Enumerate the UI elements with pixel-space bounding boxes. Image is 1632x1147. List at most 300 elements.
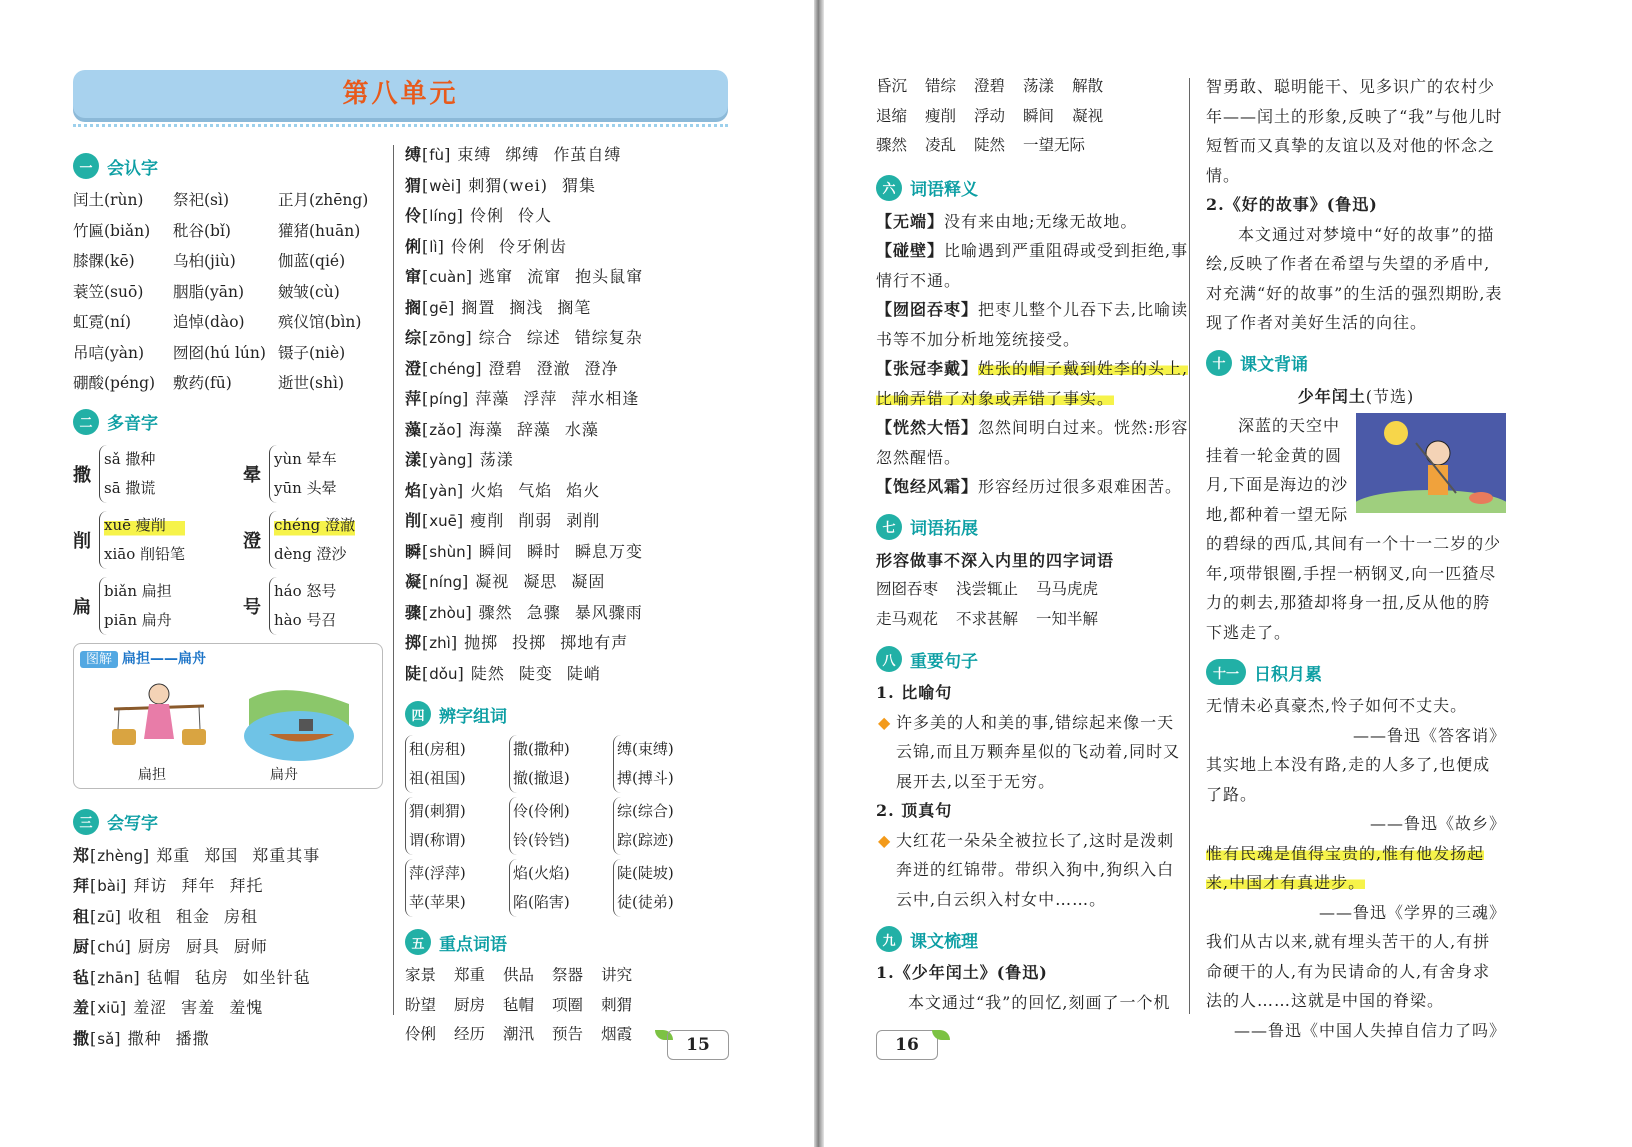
key-word: 预告 — [552, 1025, 584, 1043]
section-6-heading — [876, 173, 1191, 203]
distinguish-word: 踪(踪迹) — [617, 831, 674, 849]
polyphone-item — [73, 511, 243, 569]
bracket-close: ] — [114, 906, 128, 926]
carrying-pole-girl-icon — [112, 684, 206, 745]
distinguish-word: 伶(伶俐) — [513, 802, 570, 820]
quote-1: 无情未必真豪杰,怜子如何不丈夫。 — [1206, 696, 1468, 715]
write-char-word: 收租 — [127, 906, 162, 926]
bracket-close: ] — [448, 297, 462, 317]
write-char: 陡 — [405, 663, 423, 683]
bracket-close: ] — [444, 145, 458, 164]
book-gutter — [814, 0, 824, 1147]
write-char: 拜 — [73, 876, 91, 895]
write-char-word: 郑重其事 — [252, 845, 321, 865]
write-char: 漾 — [405, 450, 423, 469]
write-char-row — [405, 567, 725, 598]
distinguish-group — [405, 735, 509, 793]
bracket-close: ] — [456, 480, 471, 500]
key-word: 瞬间 — [1023, 106, 1055, 125]
write-char: 毡 — [73, 967, 91, 987]
write-char: 焰 — [405, 480, 423, 500]
write-char: 郑 — [73, 845, 91, 865]
word-expansion-list — [876, 575, 1191, 634]
bracket-open: [ — [422, 328, 430, 347]
recognize-char-item: 祭祀(sì) — [173, 191, 230, 209]
polyphone-reading-a: biǎn 扁担 — [104, 581, 172, 600]
distinguish-group — [613, 797, 717, 855]
write-char-row — [405, 171, 725, 202]
quote-4-source: ——鲁迅《中国人失掉自信力了吗》 — [1233, 1020, 1506, 1040]
expansion-word-row — [876, 605, 1191, 635]
bracket-open: [ — [90, 906, 98, 926]
write-char-word: 伶俐 — [469, 206, 504, 225]
distinguish-group — [509, 735, 613, 793]
bracket-close: ] — [465, 267, 480, 286]
distinguish-word: 撤(撤退) — [513, 769, 570, 787]
definition-text: 姓张的帽子戴到姓李的头上,比喻弄错了对象或弄错了事实。 — [876, 359, 1189, 408]
write-char-word: 羞涩 — [133, 998, 168, 1017]
key-word: 盼望 — [405, 995, 437, 1014]
section-title: 日积月累 — [1254, 664, 1322, 685]
write-char-word: 毡房 — [194, 967, 229, 987]
write-char-word: 毡帽 — [146, 967, 181, 987]
word-definitions — [876, 207, 1191, 502]
bracket-close: ] — [475, 358, 489, 378]
section-number: 三 — [73, 809, 99, 835]
write-char-word: 急骤 — [526, 602, 561, 622]
write-char-pinyin: chéng — [429, 359, 476, 378]
write-char-pinyin: xiū — [97, 999, 120, 1017]
write-char-word: 错综复杂 — [574, 328, 643, 347]
section-title: 词语释义 — [910, 180, 978, 200]
bracket-open: [ — [422, 541, 430, 561]
polyphone-reading-a: sǎ 撒种 — [104, 449, 156, 468]
section-title: 课文梳理 — [910, 931, 978, 952]
sentence-1 — [876, 708, 1191, 797]
recognize-char-item: 胭脂(yān) — [173, 282, 245, 301]
polyphone-item — [73, 577, 243, 635]
write-char: 综 — [405, 328, 423, 347]
distinguish-group — [405, 797, 509, 855]
write-char-word: 播撒 — [175, 1028, 210, 1048]
write-char: 骤 — [405, 602, 423, 622]
section-11-heading — [1206, 657, 1506, 687]
distinguish-group — [613, 735, 717, 793]
write-char-pinyin: zhān — [97, 968, 134, 987]
polyphone-item — [243, 577, 383, 635]
write-char-row — [405, 598, 725, 629]
write-char-word: 水藻 — [564, 419, 599, 439]
distinguish-group — [509, 859, 613, 917]
key-word: 祭器 — [552, 966, 584, 984]
polyphone-item — [243, 511, 383, 569]
polyphone-readings — [99, 511, 185, 569]
write-char: 猬 — [405, 175, 423, 195]
write-char-pinyin: píng — [429, 390, 462, 408]
diamond-bullet-icon: ◆ — [878, 830, 892, 850]
write-char-word: 辞藻 — [516, 419, 551, 439]
tujie-label: 扁担——扁舟 — [122, 650, 207, 667]
write-char-row — [405, 384, 725, 415]
recognize-char-item: 秕谷(bǐ) — [173, 221, 231, 240]
key-word: 伶俐 — [405, 1025, 437, 1043]
section-number: 四 — [405, 701, 431, 727]
dotted-divider — [73, 124, 728, 127]
distinguish-word: 谓(称谓) — [409, 831, 466, 849]
write-char-pinyin: xuē — [429, 512, 457, 530]
bracket-close: ] — [124, 937, 138, 956]
bracket-close: ] — [454, 175, 469, 195]
polyphone-reading-b: dèng 澄沙 — [274, 544, 347, 563]
recognize-char-item: 镊子(niè) — [278, 343, 346, 362]
write-char-pinyin: líng — [429, 207, 457, 225]
recitation-block — [1206, 411, 1506, 647]
recognize-chars — [73, 185, 383, 399]
write-char-row — [405, 659, 725, 690]
write-char: 俐 — [405, 236, 423, 256]
section-7-heading — [876, 512, 1191, 542]
write-char-word: 撒种 — [127, 1028, 162, 1048]
illustration-box — [73, 643, 383, 789]
write-char: 窜 — [405, 267, 423, 286]
bracket-close: ] — [142, 845, 157, 865]
definition-item — [876, 354, 1191, 413]
quote-3-source: ——鲁迅《学界的三魂》 — [1318, 902, 1506, 922]
recognize-char-item: 膝髁(kē) — [73, 252, 135, 270]
distinguish-group — [509, 797, 613, 855]
write-char-row — [73, 932, 383, 963]
write-char-word: 刺猬(wei) — [468, 175, 549, 195]
bracket-close: ] — [133, 967, 147, 987]
right-column-2 — [1206, 72, 1506, 1045]
sentence-2 — [876, 826, 1191, 915]
write-char: 削 — [405, 511, 423, 530]
recognize-char-item: 敷药(fū) — [173, 374, 232, 392]
expansion-word: 走马观花 — [876, 609, 939, 628]
write-char-word: 澄澈 — [536, 358, 571, 378]
sentence-1-text: 许多美的人和美的事,错综起来像一天云锦,而且万颗奔星似的飞动着,同时又展开去,以至于无穷。 — [896, 712, 1181, 791]
text-summary-1-start: 本文通过“我”的回忆,刻画了一个机 — [908, 992, 1171, 1012]
write-char: 伶 — [405, 206, 423, 225]
recitation-title-text: 少年闰土 — [1297, 386, 1366, 406]
key-word: 凌乱 — [925, 136, 957, 154]
section-5-heading — [405, 927, 725, 957]
definition-text: 没有来由地;无缘无故地。 — [944, 211, 1138, 231]
write-char: 澄 — [405, 358, 423, 378]
write-char: 萍 — [405, 389, 423, 408]
key-word: 经历 — [454, 1025, 486, 1043]
bracket-close: ] — [465, 328, 479, 347]
section-number: 十 — [1206, 350, 1232, 376]
write-char-row — [405, 537, 725, 568]
key-word: 浮动 — [974, 106, 1006, 125]
polyphone-readings — [269, 511, 355, 569]
illustration-image — [104, 674, 354, 774]
write-char-word: 瞬时 — [526, 541, 561, 561]
write-char-word: 萍水相逢 — [571, 389, 640, 408]
polyphone-reading-b: yūn 头晕 — [274, 478, 337, 497]
recognize-char-item: 逝世(shì) — [278, 374, 344, 392]
polyphone-reading-a: xuē 瘦削 — [104, 511, 185, 540]
write-char-row — [405, 262, 725, 293]
write-char-row — [73, 1024, 383, 1055]
write-char-word: 束缚 — [457, 145, 492, 164]
write-char-pinyin: zhì — [429, 634, 451, 652]
write-char-row — [73, 841, 383, 872]
write-char-word: 澄碧 — [488, 358, 523, 378]
bracket-open: [ — [422, 602, 430, 622]
key-word: 昏沉 — [876, 77, 908, 95]
left-column-1 — [73, 145, 383, 1054]
write-char-row — [405, 293, 725, 324]
word-expansion-subtitle: 形容做事不深入内里的四字词语 — [876, 550, 1115, 570]
distinguish-word: 租(房租) — [409, 740, 466, 758]
text-summary-1-title: 1.《少年闰土》(鲁迅) — [876, 963, 1048, 982]
write-chars-list — [73, 841, 383, 1055]
definition-term: 【恍然大悟】 — [876, 418, 979, 437]
write-char-word: 荡漾 — [479, 450, 514, 469]
write-char-word: 租金 — [176, 906, 211, 926]
recognize-char-item: 囫囵(hú lún) — [173, 343, 266, 362]
write-char-word: 厨师 — [233, 937, 268, 956]
write-char-row — [405, 232, 725, 263]
polyphone-reading-b: hào 号召 — [274, 610, 337, 629]
write-char-pinyin: chú — [97, 938, 125, 956]
write-char-pinyin: sǎ — [97, 1029, 115, 1048]
sentence-type-1: 1. 比喻句 — [876, 683, 953, 702]
write-char: 瞬 — [405, 541, 423, 561]
key-word: 一望无际 — [1023, 136, 1086, 154]
recitation-text: 深蓝的天空中挂着一轮金黄的圆月,下面是海边的沙地,都种着一望无际的碧绿的西瓜,其间有一个十一二岁的少年,项带银圈,手捏一柄钢叉,向一匹猹尽力的刺去,那猹却将身一扭,反从他的胯下逃走了。 — [1206, 416, 1502, 642]
tujie-tag: 图解 — [80, 651, 118, 668]
write-char-word: 如坐针毡 — [242, 967, 311, 987]
write-char-word: 厨房 — [137, 937, 172, 956]
write-char-word: 搁笔 — [557, 297, 592, 317]
key-word: 潮汛 — [503, 1025, 535, 1043]
key-word: 瘦削 — [925, 106, 957, 125]
write-char-pinyin: zōng — [429, 329, 466, 347]
bracket-close: ] — [456, 206, 470, 225]
definition-term: 【饱经风霜】 — [876, 477, 979, 496]
right-column-1 — [876, 72, 1191, 1017]
recognize-char-item: 虹霓(ní) — [73, 313, 132, 331]
bracket-open: [ — [90, 937, 98, 956]
key-word: 退缩 — [876, 106, 908, 125]
polyphone-readings — [269, 445, 337, 503]
bracket-open: [ — [422, 145, 430, 164]
expansion-word: 马马虎虎 — [1036, 580, 1099, 598]
write-char-row — [405, 476, 725, 507]
write-char-word: 削弱 — [518, 511, 553, 530]
write-char-pinyin: cuàn — [429, 268, 466, 286]
definition-text: 把枣儿整个儿吞下去,比喻读书等不加分析地笼统接受。 — [876, 300, 1189, 349]
write-char-word: 搁置 — [461, 297, 496, 317]
key-word: 陡然 — [974, 136, 1006, 154]
write-char-pinyin: dǒu — [429, 664, 458, 683]
section-9-heading — [876, 924, 1191, 954]
write-char-word: 剥削 — [566, 511, 601, 530]
bracket-open: [ — [422, 389, 430, 408]
write-char-word: 拜访 — [133, 876, 168, 895]
write-char-word: 综合 — [478, 328, 513, 347]
write-char-word: 郑重 — [156, 845, 191, 865]
write-char-row — [73, 902, 383, 933]
polyphone-readings — [99, 445, 155, 503]
key-words-list-continued — [876, 72, 1191, 161]
section-10-heading — [1206, 348, 1506, 378]
write-char-row — [405, 201, 725, 232]
write-char-pinyin: bài — [97, 877, 121, 895]
write-char-word: 伶人 — [517, 206, 552, 225]
write-char-word: 流窜 — [527, 267, 562, 286]
bracket-open: [ — [90, 967, 98, 987]
write-char-pinyin: níng — [429, 573, 462, 591]
key-word: 刺猬 — [601, 995, 633, 1014]
bracket-close: ] — [457, 663, 471, 683]
bracket-open: [ — [422, 450, 430, 469]
bracket-open: [ — [90, 998, 98, 1017]
recognize-char-item: 蓑笠(suō) — [73, 282, 144, 301]
write-char-pinyin: wèi — [429, 176, 455, 195]
bracket-open: [ — [422, 511, 430, 530]
write-char: 厨 — [73, 937, 91, 956]
definition-item — [876, 472, 1191, 502]
quote-1-source: ——鲁迅《答客诮》 — [1352, 725, 1506, 745]
bracket-open: [ — [422, 358, 430, 378]
recognize-char-item: 竹匾(biǎn) — [73, 221, 151, 240]
page-number: 15 — [667, 1030, 729, 1060]
distinguish-word: 搏(搏斗) — [617, 769, 674, 787]
write-char-row — [405, 415, 725, 446]
key-word: 澄碧 — [974, 77, 1006, 95]
left-page — [0, 0, 814, 1147]
write-char-word: 气焰 — [518, 480, 553, 500]
bracket-close: ] — [456, 511, 471, 530]
section-number: 五 — [405, 929, 431, 955]
write-char: 撒 — [73, 1028, 91, 1048]
write-char-word: 厨具 — [185, 937, 220, 956]
bracket-close: ] — [114, 1028, 128, 1048]
section-number: 八 — [876, 646, 902, 672]
write-char-word: 陡峭 — [566, 663, 601, 683]
write-char: 掷 — [405, 633, 423, 652]
write-char-word: 瘦削 — [470, 511, 505, 530]
section-number: 九 — [876, 926, 902, 952]
definition-term: 【碰壁】 — [876, 241, 945, 260]
write-char-word: 萍藻 — [475, 389, 510, 408]
recitation-note: (节选) — [1365, 386, 1415, 406]
column-divider — [393, 145, 394, 1015]
bracket-close: ] — [461, 572, 476, 591]
section-title: 词语拓展 — [910, 519, 978, 539]
write-char-row — [405, 506, 725, 537]
write-char-pinyin: lì — [429, 237, 438, 256]
section-2-heading — [73, 407, 383, 437]
write-char-word: 骤然 — [478, 602, 513, 622]
write-char-pinyin: zū — [97, 907, 115, 926]
key-word: 凝视 — [1072, 106, 1104, 125]
caption-bianzhou: 扁舟 — [270, 766, 298, 783]
key-word: 讲究 — [601, 966, 633, 984]
definition-text: 比喻遇到严重阻碍或受到拒绝,事情行不通。 — [876, 241, 1189, 290]
write-char-word: 暴风骤雨 — [574, 602, 643, 622]
bracket-open: [ — [422, 267, 430, 286]
write-char-word: 浮萍 — [523, 389, 558, 408]
key-word-row — [876, 102, 1191, 132]
bracket-open: [ — [422, 236, 430, 256]
recognize-char-item: 吊唁(yàn) — [73, 343, 145, 362]
polyphone-reading-b: piān 扁舟 — [104, 610, 172, 629]
write-char-word: 搁浅 — [509, 297, 544, 317]
bracket-open: [ — [422, 480, 430, 500]
polyphone-char: 晕 — [243, 464, 261, 486]
definition-text: 忽然间明白过来。恍然:形容忽然醒悟。 — [876, 418, 1189, 467]
caption-biandan: 扁担 — [138, 766, 166, 783]
definition-term: 【张冠李戴】 — [876, 359, 979, 378]
write-char: 羞 — [73, 998, 91, 1017]
write-char-pinyin: gē — [429, 298, 449, 317]
write-char-word: 瞬间 — [478, 541, 513, 561]
write-char-pinyin: shùn — [429, 542, 466, 561]
write-char-word: 逃窜 — [479, 267, 514, 286]
polyphone-reading-b: sā 撒谎 — [104, 478, 156, 497]
distinguish-word: 综(综合) — [617, 802, 674, 820]
distinguish-word: 铃(铃铛) — [513, 831, 570, 849]
text-summary-2-title: 2.《好的故事》(鲁迅) — [1206, 195, 1378, 214]
section-title: 多音字 — [107, 414, 158, 434]
bracket-open: [ — [90, 845, 98, 865]
key-word: 供品 — [503, 966, 535, 984]
write-char-row — [73, 993, 383, 1024]
polyphone-readings — [99, 577, 172, 635]
write-char-word: 投掷 — [512, 633, 547, 652]
write-char-word: 拜年 — [181, 876, 216, 895]
section-8-heading — [876, 644, 1191, 674]
distinguish-chars-grid — [405, 733, 725, 919]
diamond-bullet-icon: ◆ — [878, 712, 892, 732]
write-char: 租 — [73, 906, 91, 926]
write-char: 藻 — [405, 419, 423, 439]
write-char: 缚 — [405, 145, 423, 164]
write-char-word: 海藻 — [468, 419, 503, 439]
recognize-char-item: 皴皱(cù) — [278, 282, 340, 301]
polyphone-char: 削 — [73, 530, 91, 552]
section-title: 辨字组词 — [439, 706, 507, 727]
write-char-word: 抱头鼠窜 — [575, 267, 644, 286]
definition-item — [876, 236, 1191, 295]
quote-3 — [1206, 839, 1506, 898]
section-number: 一 — [73, 153, 99, 179]
polyphone-reading-a: yùn 晕车 — [274, 449, 337, 468]
key-word-row — [876, 72, 1191, 102]
distinguish-group — [405, 859, 509, 917]
write-char-word: 凝思 — [523, 572, 558, 591]
key-word-row — [405, 961, 725, 991]
distinguish-word: 撒(撒种) — [513, 740, 570, 758]
polyphone-char: 撒 — [73, 464, 91, 486]
bracket-open: [ — [422, 419, 430, 439]
write-char-pinyin: fù — [429, 146, 445, 164]
distinguish-word: 缚(束缚) — [617, 740, 674, 758]
expansion-word: 一知半解 — [1036, 609, 1099, 628]
bracket-close: ] — [450, 633, 465, 652]
distinguish-group — [613, 859, 717, 917]
write-char-pinyin: yàng — [429, 451, 467, 469]
write-char-word: 伶俐 — [450, 236, 485, 256]
write-char-word: 瞬息万变 — [574, 541, 643, 561]
write-char-row — [405, 140, 725, 171]
write-char-row — [405, 445, 725, 476]
